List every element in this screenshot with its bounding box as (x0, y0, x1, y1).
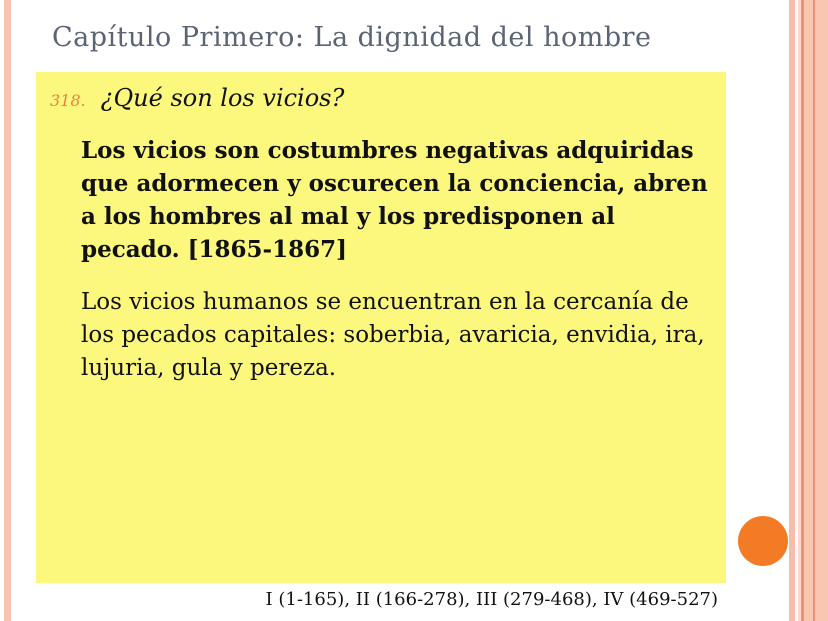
question-number: 318. (50, 91, 86, 110)
slide-footer-reference: I (1-165), II (166-278), III (279-468), IV (469-527) (265, 589, 718, 610)
right-edge-stripe-decoration (804, 0, 828, 621)
question-row (50, 84, 706, 112)
highlight-content-box (36, 72, 726, 583)
left-edge-stripe-decoration (4, 0, 11, 621)
right-edge-stripe-decoration (813, 0, 815, 621)
answer-bold-paragraph: Los vicios son costumbres negativas adquiridas que adormecen y oscurecen la conciencia, abren a los hombres al mal y los predisponen al pecado. [1865-1867] (81, 137, 708, 263)
accent-circle-decoration (738, 516, 788, 566)
question-text: ¿Qué son los vicios? (100, 84, 345, 112)
right-edge-stripe-decoration (789, 0, 795, 621)
slide-title: Capítulo Primero: La dignidad del hombre (52, 22, 652, 53)
answer-detail-paragraph: Los vicios humanos se encuentran en la cercanía de los pecados capitales: soberbia, avaricia, envidia, ira, lujuria, gula y pereza. (81, 289, 705, 381)
